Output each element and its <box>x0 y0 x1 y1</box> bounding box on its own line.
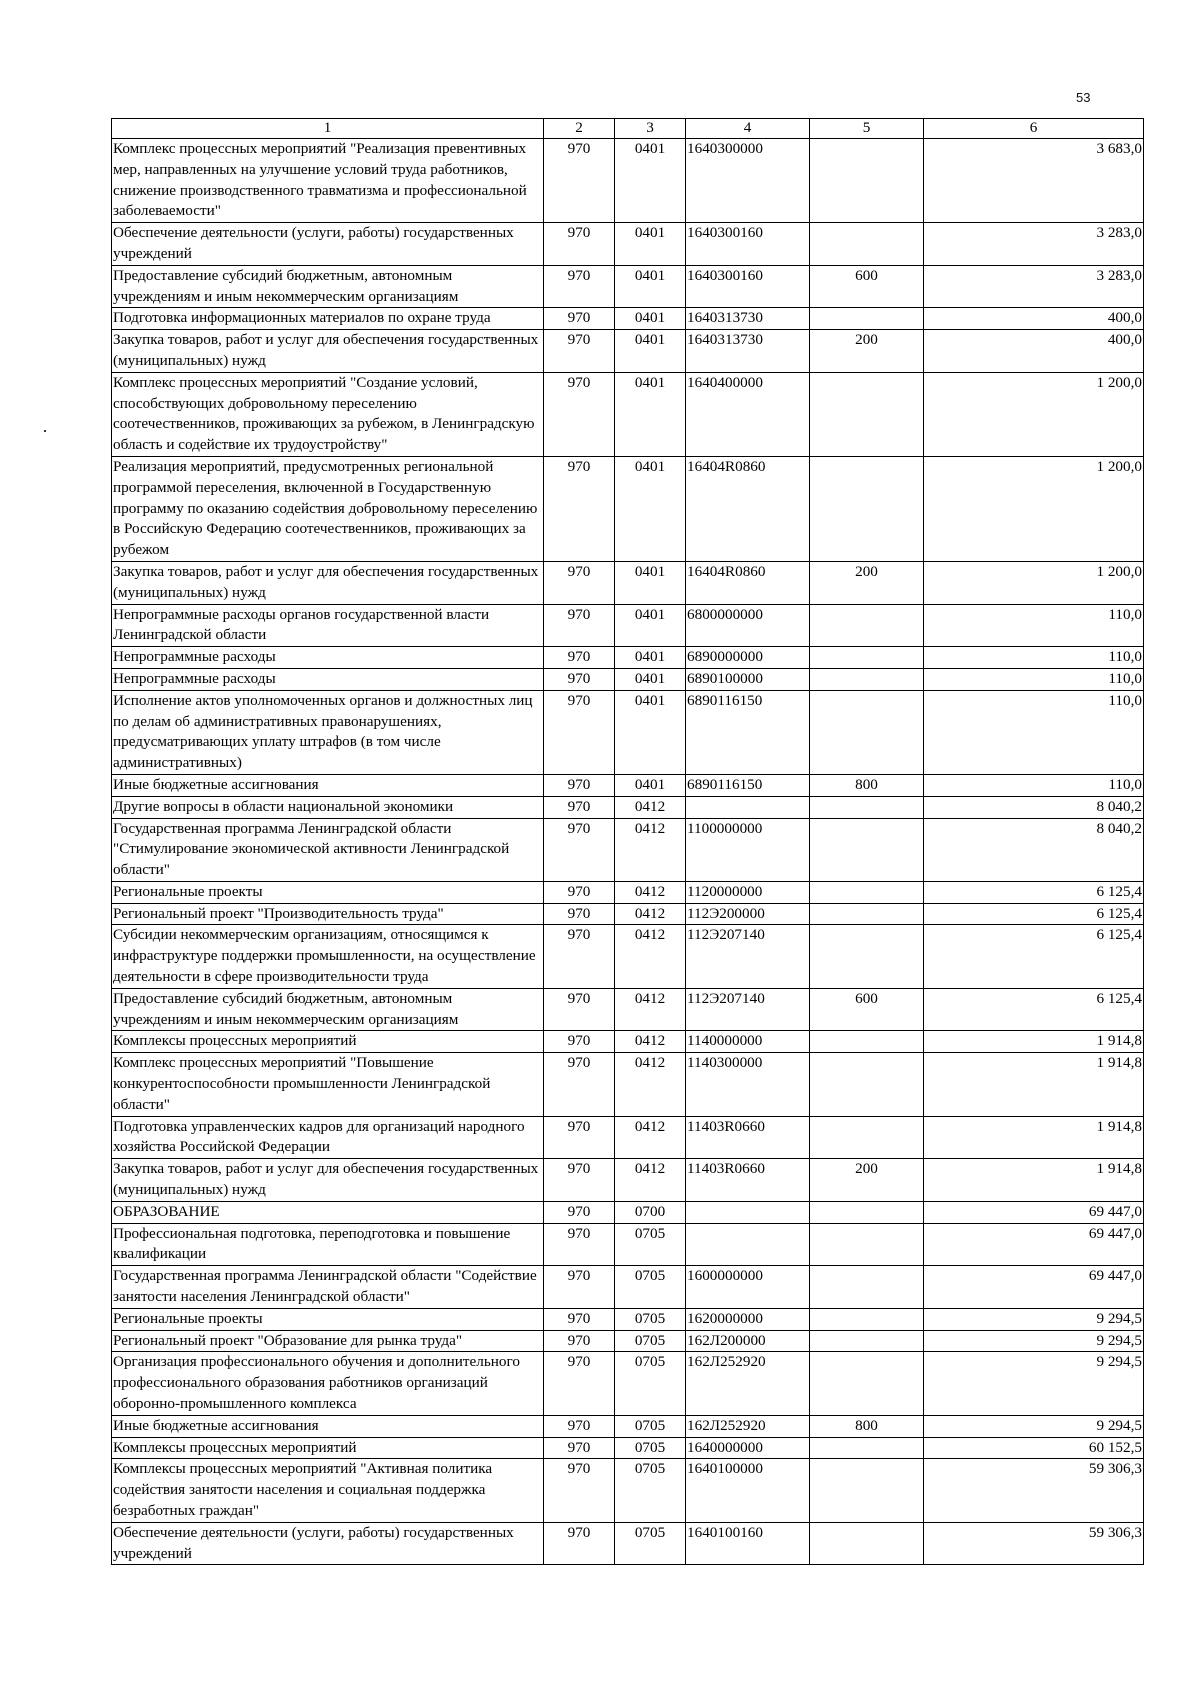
cell-amount: 69 447,0 <box>924 1266 1144 1309</box>
cell-section-code: 0412 <box>615 881 686 903</box>
cell-target-article: 6890116150 <box>686 690 810 774</box>
cell-expense-type <box>810 1522 924 1565</box>
cell-amount: 1 914,8 <box>924 1053 1144 1116</box>
cell-amount: 1 200,0 <box>924 372 1144 456</box>
cell-expense-type <box>810 881 924 903</box>
cell-expense-type <box>810 796 924 818</box>
cell-admin-code: 970 <box>544 818 615 881</box>
header-col-5: 5 <box>810 119 924 139</box>
cell-section-code: 0412 <box>615 1159 686 1202</box>
cell-name: Непрограммные расходы органов государственной власти Ленинградской области <box>112 604 544 647</box>
table-row <box>112 668 1144 690</box>
table-row <box>112 330 1144 373</box>
cell-amount: 69 447,0 <box>924 1201 1144 1223</box>
table-row <box>112 903 1144 925</box>
cell-section-code: 0401 <box>615 265 686 308</box>
cell-admin-code: 970 <box>544 561 615 604</box>
table-row <box>112 690 1144 774</box>
cell-target-article: 162Л200000 <box>686 1330 810 1352</box>
cell-amount: 6 125,4 <box>924 881 1144 903</box>
cell-section-code: 0412 <box>615 818 686 881</box>
table-header <box>112 119 1144 139</box>
cell-amount: 59 306,3 <box>924 1459 1144 1522</box>
cell-name: Закупка товаров, работ и услуг для обеспечения государственных (муниципальных) нужд <box>112 561 544 604</box>
cell-target-article <box>686 1201 810 1223</box>
cell-expense-type <box>810 1459 924 1522</box>
cell-amount: 1 914,8 <box>924 1159 1144 1202</box>
cell-expense-type <box>810 1223 924 1266</box>
cell-section-code: 0412 <box>615 1053 686 1116</box>
cell-target-article: 162Л252920 <box>686 1352 810 1415</box>
cell-admin-code: 970 <box>544 265 615 308</box>
cell-name: Непрограммные расходы <box>112 647 544 669</box>
table-row <box>112 881 1144 903</box>
table-row <box>112 1031 1144 1053</box>
cell-amount: 3 683,0 <box>924 139 1144 223</box>
cell-admin-code: 970 <box>544 1223 615 1266</box>
cell-target-article: 162Л252920 <box>686 1415 810 1437</box>
cell-amount: 110,0 <box>924 647 1144 669</box>
cell-name: Обеспечение деятельности (услуги, работы) государственных учреждений <box>112 223 544 266</box>
cell-name: Предоставление субсидий бюджетным, автономным учреждениям и иным некоммерческим организациям <box>112 988 544 1031</box>
cell-admin-code: 970 <box>544 1330 615 1352</box>
cell-name: Закупка товаров, работ и услуг для обеспечения государственных (муниципальных) нужд <box>112 1159 544 1202</box>
cell-name: Исполнение актов уполномоченных органов и должностных лиц по делам об административных правонарушениях, предусматривающих уплату штрафов (в том числе административных) <box>112 690 544 774</box>
cell-target-article <box>686 796 810 818</box>
cell-section-code: 0412 <box>615 1031 686 1053</box>
cell-admin-code: 970 <box>544 1266 615 1309</box>
cell-amount: 400,0 <box>924 330 1144 373</box>
cell-amount: 9 294,5 <box>924 1415 1144 1437</box>
table-row <box>112 265 1144 308</box>
table-row <box>112 139 1144 223</box>
cell-expense-type <box>810 223 924 266</box>
cell-section-code: 0412 <box>615 796 686 818</box>
cell-target-article: 1140300000 <box>686 1053 810 1116</box>
cell-admin-code: 970 <box>544 223 615 266</box>
cell-target-article: 1640300160 <box>686 223 810 266</box>
cell-admin-code: 970 <box>544 330 615 373</box>
cell-name: Комплексы процессных мероприятий <box>112 1437 544 1459</box>
cell-expense-type <box>810 604 924 647</box>
header-col-3: 3 <box>615 119 686 139</box>
cell-name: Непрограммные расходы <box>112 668 544 690</box>
cell-name: Комплексы процессных мероприятий <box>112 1031 544 1053</box>
cell-name: Иные бюджетные ассигнования <box>112 774 544 796</box>
cell-name: Региональные проекты <box>112 1308 544 1330</box>
cell-admin-code: 970 <box>544 774 615 796</box>
cell-name: Обеспечение деятельности (услуги, работы) государственных учреждений <box>112 1522 544 1565</box>
cell-name: Подготовка управленческих кадров для организаций народного хозяйства Российской Федерации <box>112 1116 544 1159</box>
table-row <box>112 1415 1144 1437</box>
cell-admin-code: 970 <box>544 1116 615 1159</box>
cell-section-code: 0412 <box>615 903 686 925</box>
cell-admin-code: 970 <box>544 796 615 818</box>
cell-expense-type <box>810 1266 924 1309</box>
cell-amount: 1 914,8 <box>924 1031 1144 1053</box>
table-row <box>112 223 1144 266</box>
cell-name: Другие вопросы в области национальной экономики <box>112 796 544 818</box>
cell-section-code: 0401 <box>615 774 686 796</box>
cell-amount: 400,0 <box>924 308 1144 330</box>
cell-target-article: 1640313730 <box>686 308 810 330</box>
cell-amount: 60 152,5 <box>924 1437 1144 1459</box>
table-row <box>112 647 1144 669</box>
cell-target-article: 112Э207140 <box>686 988 810 1031</box>
cell-admin-code: 970 <box>544 139 615 223</box>
cell-section-code: 0705 <box>615 1266 686 1309</box>
cell-section-code: 0705 <box>615 1352 686 1415</box>
table-row <box>112 561 1144 604</box>
cell-name: Подготовка информационных материалов по охране труда <box>112 308 544 330</box>
cell-target-article: 1640100160 <box>686 1522 810 1565</box>
cell-expense-type: 800 <box>810 774 924 796</box>
cell-section-code: 0412 <box>615 925 686 988</box>
cell-section-code: 0401 <box>615 456 686 561</box>
table-row <box>112 988 1144 1031</box>
cell-admin-code: 970 <box>544 372 615 456</box>
cell-target-article: 1140000000 <box>686 1031 810 1053</box>
cell-section-code: 0700 <box>615 1201 686 1223</box>
cell-name: Комплекс процессных мероприятий "Реализация превентивных мер, направленных на улучшение условий труда работников, снижение производственного травматизма и профессиональной заболеваемости" <box>112 139 544 223</box>
cell-section-code: 0401 <box>615 223 686 266</box>
cell-target-article: 1600000000 <box>686 1266 810 1309</box>
cell-name: Региональный проект "Производительность труда" <box>112 903 544 925</box>
cell-expense-type <box>810 690 924 774</box>
table-row <box>112 1116 1144 1159</box>
cell-amount: 3 283,0 <box>924 265 1144 308</box>
header-row <box>112 119 1144 139</box>
table-row <box>112 796 1144 818</box>
page-number: 53 <box>1076 90 1091 105</box>
cell-admin-code: 970 <box>544 988 615 1031</box>
cell-admin-code: 970 <box>544 647 615 669</box>
cell-admin-code: 970 <box>544 881 615 903</box>
cell-expense-type: 200 <box>810 561 924 604</box>
cell-target-article: 6890000000 <box>686 647 810 669</box>
cell-target-article: 1640100000 <box>686 1459 810 1522</box>
cell-expense-type: 800 <box>810 1415 924 1437</box>
cell-expense-type <box>810 1308 924 1330</box>
cell-section-code: 0401 <box>615 668 686 690</box>
cell-section-code: 0401 <box>615 372 686 456</box>
cell-admin-code: 970 <box>544 1352 615 1415</box>
cell-name: Государственная программа Ленинградской области "Стимулирование экономической активности Ленинградской области" <box>112 818 544 881</box>
table-row <box>112 604 1144 647</box>
table-row <box>112 774 1144 796</box>
cell-expense-type <box>810 818 924 881</box>
cell-section-code: 0401 <box>615 690 686 774</box>
cell-admin-code: 970 <box>544 1415 615 1437</box>
cell-section-code: 0401 <box>615 604 686 647</box>
cell-target-article: 1640400000 <box>686 372 810 456</box>
cell-amount: 69 447,0 <box>924 1223 1144 1266</box>
table-row <box>112 456 1144 561</box>
cell-name: Региональные проекты <box>112 881 544 903</box>
table-row <box>112 925 1144 988</box>
cell-admin-code: 970 <box>544 690 615 774</box>
cell-amount: 110,0 <box>924 774 1144 796</box>
table-row <box>112 1459 1144 1522</box>
cell-amount: 59 306,3 <box>924 1522 1144 1565</box>
cell-expense-type <box>810 1330 924 1352</box>
cell-target-article: 1640300160 <box>686 265 810 308</box>
cell-section-code: 0705 <box>615 1223 686 1266</box>
cell-section-code: 0705 <box>615 1330 686 1352</box>
cell-expense-type <box>810 903 924 925</box>
table-row <box>112 1330 1144 1352</box>
cell-admin-code: 970 <box>544 1031 615 1053</box>
table-row <box>112 1437 1144 1459</box>
cell-expense-type <box>810 1116 924 1159</box>
cell-amount: 6 125,4 <box>924 903 1144 925</box>
header-col-2: 2 <box>544 119 615 139</box>
cell-target-article: 1640313730 <box>686 330 810 373</box>
cell-expense-type <box>810 668 924 690</box>
cell-admin-code: 970 <box>544 903 615 925</box>
header-col-1: 1 <box>112 119 544 139</box>
budget-table <box>111 118 1144 1565</box>
cell-name: Комплекс процессных мероприятий "Создание условий, способствующих добровольному переселению соотечественников, проживающих за рубежом, в Ленинградскую область и содействие их трудоустройству" <box>112 372 544 456</box>
cell-target-article: 16404R0860 <box>686 561 810 604</box>
cell-admin-code: 970 <box>544 1053 615 1116</box>
table-row <box>112 1159 1144 1202</box>
cell-name: Профессиональная подготовка, переподготовка и повышение квалификации <box>112 1223 544 1266</box>
cell-admin-code: 970 <box>544 456 615 561</box>
table-row <box>112 1201 1144 1223</box>
cell-target-article: 1100000000 <box>686 818 810 881</box>
cell-amount: 8 040,2 <box>924 796 1144 818</box>
cell-amount: 1 200,0 <box>924 561 1144 604</box>
cell-target-article: 112Э200000 <box>686 903 810 925</box>
cell-name: Региональный проект "Образование для рынка труда" <box>112 1330 544 1352</box>
header-col-4: 4 <box>686 119 810 139</box>
cell-section-code: 0705 <box>615 1437 686 1459</box>
cell-admin-code: 970 <box>544 308 615 330</box>
cell-section-code: 0401 <box>615 330 686 373</box>
cell-target-article: 6890100000 <box>686 668 810 690</box>
cell-expense-type <box>810 1031 924 1053</box>
cell-section-code: 0412 <box>615 1116 686 1159</box>
cell-amount: 6 125,4 <box>924 988 1144 1031</box>
cell-target-article: 1640300000 <box>686 139 810 223</box>
cell-name: Комплекс процессных мероприятий "Повышение конкурентоспособности промышленности Ленинградской области" <box>112 1053 544 1116</box>
table-row <box>112 1352 1144 1415</box>
cell-name: Реализация мероприятий, предусмотренных региональной программой переселения, включенной в Государственную программу по оказанию содействия добровольному переселению в Российскую Федерацию соотечественников, проживающих за рубежом <box>112 456 544 561</box>
table-row <box>112 1522 1144 1565</box>
cell-name: Закупка товаров, работ и услуг для обеспечения государственных (муниципальных) нужд <box>112 330 544 373</box>
cell-target-article: 6890116150 <box>686 774 810 796</box>
table-row <box>112 818 1144 881</box>
cell-admin-code: 970 <box>544 1522 615 1565</box>
cell-expense-type <box>810 139 924 223</box>
cell-target-article: 11403R0660 <box>686 1159 810 1202</box>
cell-section-code: 0705 <box>615 1415 686 1437</box>
cell-section-code: 0705 <box>615 1459 686 1522</box>
cell-section-code: 0401 <box>615 561 686 604</box>
table-body <box>112 139 1144 1565</box>
cell-name: Государственная программа Ленинградской области "Содействие занятости населения Ленинградской области" <box>112 1266 544 1309</box>
cell-amount: 9 294,5 <box>924 1352 1144 1415</box>
cell-amount: 8 040,2 <box>924 818 1144 881</box>
cell-admin-code: 970 <box>544 1308 615 1330</box>
cell-expense-type <box>810 925 924 988</box>
cell-target-article: 1620000000 <box>686 1308 810 1330</box>
cell-target-article: 16404R0860 <box>686 456 810 561</box>
cell-name: Предоставление субсидий бюджетным, автономным учреждениям и иным некоммерческим организациям <box>112 265 544 308</box>
cell-section-code: 0705 <box>615 1522 686 1565</box>
cell-target-article: 6800000000 <box>686 604 810 647</box>
cell-admin-code: 970 <box>544 1437 615 1459</box>
cell-expense-type <box>810 1201 924 1223</box>
cell-admin-code: 970 <box>544 1201 615 1223</box>
cell-expense-type <box>810 1437 924 1459</box>
cell-name: Иные бюджетные ассигнования <box>112 1415 544 1437</box>
table-row <box>112 1266 1144 1309</box>
cell-section-code: 0401 <box>615 647 686 669</box>
cell-expense-type: 200 <box>810 1159 924 1202</box>
cell-expense-type: 600 <box>810 988 924 1031</box>
cell-expense-type <box>810 456 924 561</box>
cell-expense-type <box>810 308 924 330</box>
cell-target-article: 112Э207140 <box>686 925 810 988</box>
cell-admin-code: 970 <box>544 604 615 647</box>
cell-admin-code: 970 <box>544 1159 615 1202</box>
table-row <box>112 372 1144 456</box>
table-row <box>112 1223 1144 1266</box>
cell-expense-type <box>810 372 924 456</box>
cell-amount: 1 200,0 <box>924 456 1144 561</box>
cell-amount: 1 914,8 <box>924 1116 1144 1159</box>
cell-expense-type: 200 <box>810 330 924 373</box>
cell-name: Комплексы процессных мероприятий "Активная политика содействия занятости населения и социальная поддержка безработных граждан" <box>112 1459 544 1522</box>
cell-admin-code: 970 <box>544 925 615 988</box>
cell-target-article <box>686 1223 810 1266</box>
cell-name: ОБРАЗОВАНИЕ <box>112 1201 544 1223</box>
cell-amount: 110,0 <box>924 668 1144 690</box>
cell-amount: 110,0 <box>924 604 1144 647</box>
table-row <box>112 1308 1144 1330</box>
cell-expense-type <box>810 647 924 669</box>
scan-speck <box>44 430 46 432</box>
cell-name: Субсидии некоммерческим организациям, относящимся к инфраструктуре поддержки промышленности, на осуществление деятельности в сфере производительности труда <box>112 925 544 988</box>
cell-section-code: 0401 <box>615 139 686 223</box>
cell-expense-type: 600 <box>810 265 924 308</box>
cell-target-article: 11403R0660 <box>686 1116 810 1159</box>
cell-section-code: 0412 <box>615 988 686 1031</box>
cell-amount: 6 125,4 <box>924 925 1144 988</box>
table-row <box>112 308 1144 330</box>
cell-section-code: 0705 <box>615 1308 686 1330</box>
cell-amount: 9 294,5 <box>924 1308 1144 1330</box>
table-row <box>112 1053 1144 1116</box>
cell-admin-code: 970 <box>544 668 615 690</box>
cell-section-code: 0401 <box>615 308 686 330</box>
cell-amount: 3 283,0 <box>924 223 1144 266</box>
header-col-6: 6 <box>924 119 1144 139</box>
cell-expense-type <box>810 1352 924 1415</box>
cell-amount: 110,0 <box>924 690 1144 774</box>
cell-name: Организация профессионального обучения и дополнительного профессионального образования работников организаций оборонно-промышленного комплекса <box>112 1352 544 1415</box>
cell-amount: 9 294,5 <box>924 1330 1144 1352</box>
cell-target-article: 1120000000 <box>686 881 810 903</box>
cell-target-article: 1640000000 <box>686 1437 810 1459</box>
cell-expense-type <box>810 1053 924 1116</box>
cell-admin-code: 970 <box>544 1459 615 1522</box>
